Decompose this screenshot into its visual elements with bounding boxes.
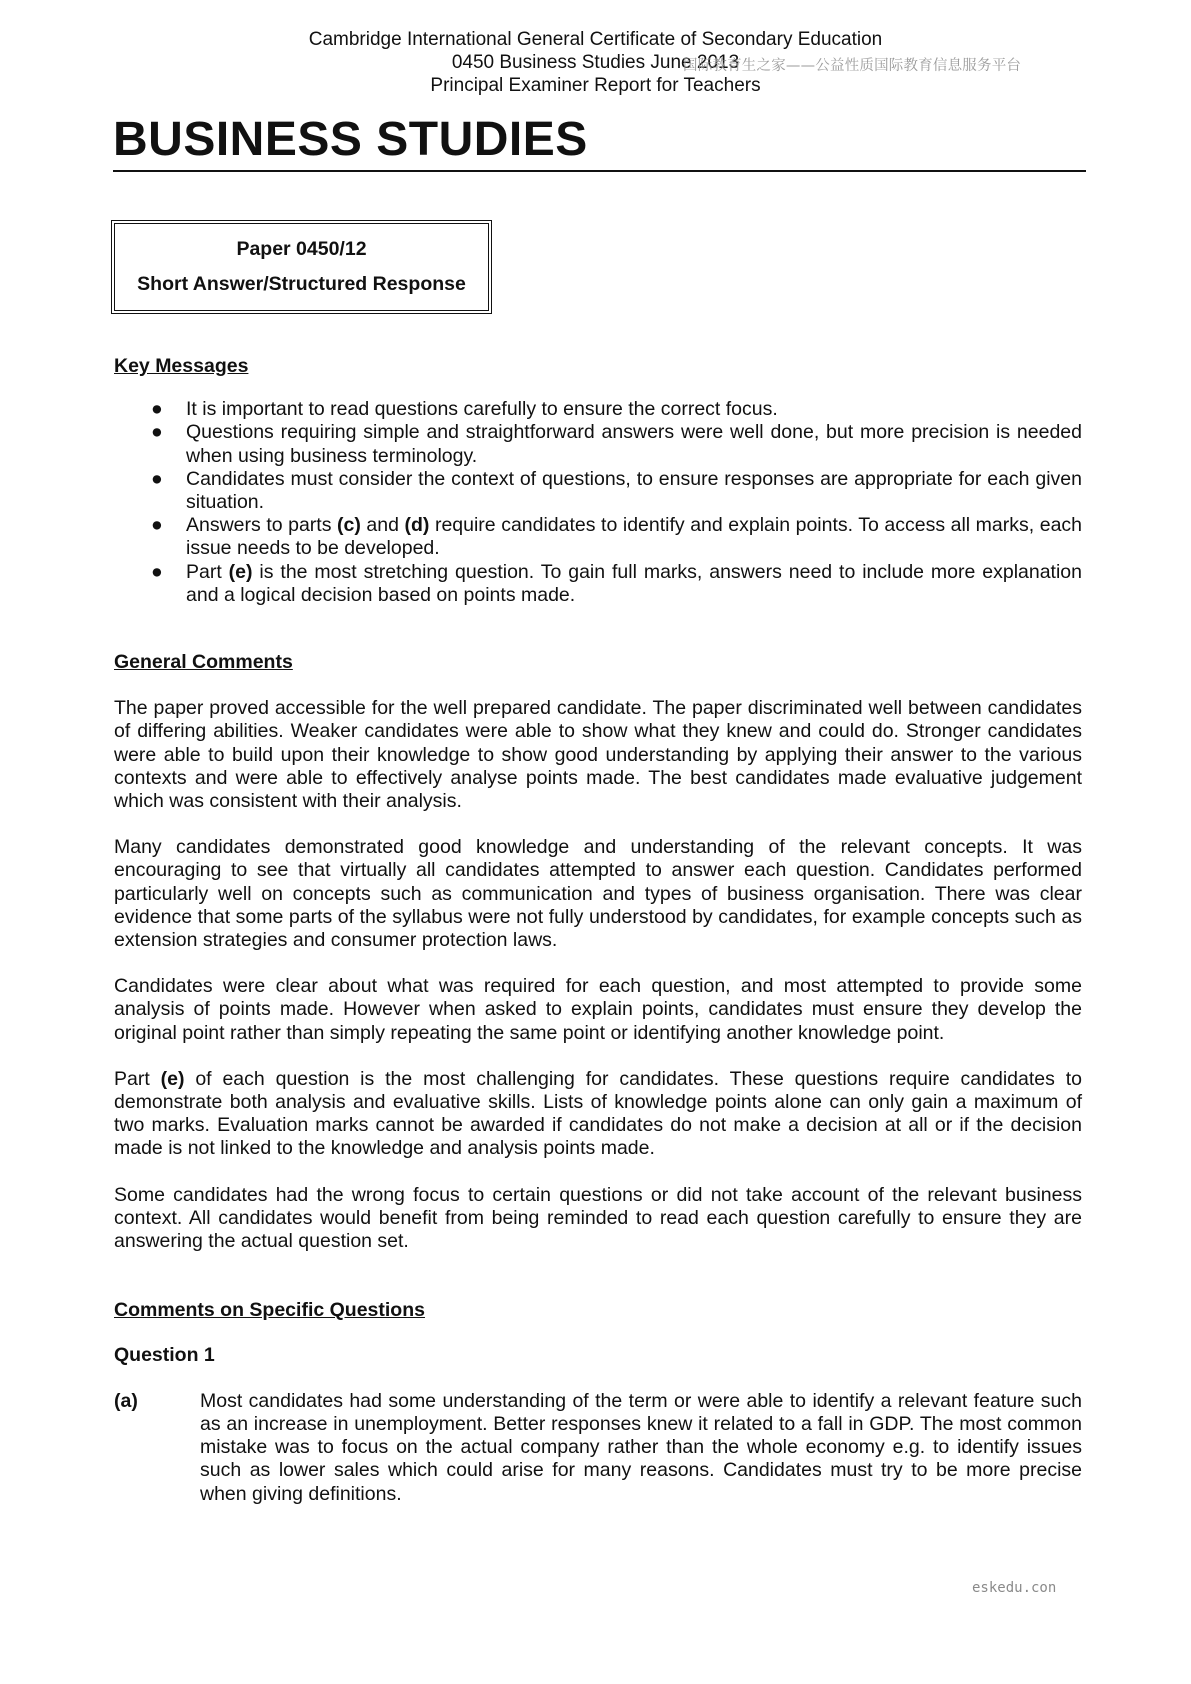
specific-questions-heading: Comments on Specific Questions [114,1299,425,1322]
list-item [114,561,1082,607]
list-item [114,514,1082,560]
bullet-icon: ● [151,560,163,583]
list-item-text: Questions requiring simple and straightforward answers were well done, but more precision is needed when using business terminology. [186,421,1082,467]
paper-type: Short Answer/Structured Response [137,273,466,295]
header-line-1: Cambridge International General Certificate of Secondary Education [308,29,883,50]
list-item-text [186,561,1082,606]
key-messages-heading: Key Messages [114,355,249,377]
watermark-text: 国际教育生之家——公益性质国际教育信息服务平台 [683,58,1022,74]
header-line-2: 0450 Business Studies June 2013 [451,52,740,73]
report-body [114,355,1082,1506]
part-reference: (e) [228,560,253,583]
list-item-text: It is important to read questions carefully to ensure the correct focus. [186,398,778,421]
general-paragraph-2: Many candidates demonstrated good knowledge and understanding of the relevant concepts. It was encouraging to see that virtually all candidates attempted to answer each question. Candidates performed particularly well on concepts such as communication and types of business organisation. There was clear evidence that some parts of the syllabus were not fully understood by candidates, for example concepts such as extension strategies and consumer protection laws. [114,836,1082,952]
part-reference: (d) [404,514,430,537]
general-paragraph-5: Some candidates had the wrong focus to certain questions or did not take account of the relevant business context. All candidates would benefit from being reminded to read each question carefully to ensure they are answering the actual question set. [114,1183,1082,1253]
question-1-heading: Question 1 [114,1343,215,1366]
list-item [114,398,1082,421]
title-underline-rule [113,170,1086,172]
list-item [114,468,1082,514]
question-part-a [114,1390,1082,1506]
paper-number: Paper 0450/12 [236,238,367,260]
text-run: Part [186,560,229,583]
bullet-icon: ● [151,421,163,444]
paper-info-box [111,220,492,314]
text-run: and [360,514,405,537]
text-run: is the most stretching question. To gain full marks, answers need to include more explanation and a logical decision based on points made. [186,560,1082,606]
general-paragraph-3: Candidates were clear about what was required for each question, and most attempted to provide some analysis of points made. However when asked to explain points, candidates must ensure they develop the original point rather than simply repeating the same point or identifying another knowledge point. [114,975,1082,1044]
text-run: require candidates to identify and explain points. To access all marks, each issue needs to be developed. [186,514,1083,560]
general-comments-heading: General Comments [114,651,293,674]
part-label: (a) [114,1389,138,1412]
list-item-text [186,514,1082,559]
header-line-3: Principal Examiner Report for Teachers [430,75,761,96]
footer-watermark: eskedu.con [972,1580,1057,1596]
bullet-icon: ● [151,514,163,537]
part-reference: (e) [160,1067,185,1090]
page-title: BUSINESS STUDIES [113,113,588,166]
list-item [114,421,1082,467]
key-messages-list [114,398,1082,607]
bullet-icon: ● [151,467,163,490]
part-reference: (c) [337,514,361,537]
text-run: Part [114,1067,161,1090]
general-paragraph-4 [114,1068,1082,1161]
list-item-text: Candidates must consider the context of questions, to ensure responses are appropriate for each given situation. [186,467,1082,514]
text-run: of each question is the most challenging for candidates. These questions require candidates to demonstrate both analysis and evaluative skills. Lists of knowledge points alone can only gain a maximum of two marks. Evaluation marks cannot be awarded if candidates do not make a decision at all or if the decision made is not linked to the knowledge and analysis points made. [114,1067,1082,1160]
text-run: Answers to parts [186,514,338,537]
bullet-icon: ● [151,398,163,421]
part-text: Most candidates had some understanding of the term or were able to identify a relevant feature such as an increase in unemployment. Better responses knew it related to a fall in GDP. The most common mistake was to focus on the actual company rather than the whole economy e.g. to identify issues such as lower sales which could arise for many reasons. Candidates must try to be more precise when giving definitions. [200,1389,1082,1505]
general-paragraph-1: The paper proved accessible for the well prepared candidate. The paper discriminated well between candidates of differing abilities. Weaker candidates were able to show what they knew and could do. Stronger candidates were able to build upon their knowledge to show good understanding by applying their answer to the various contexts and were able to effectively analyse points made. The best candidates made evaluative judgement which was consistent with their analysis. [114,697,1082,813]
